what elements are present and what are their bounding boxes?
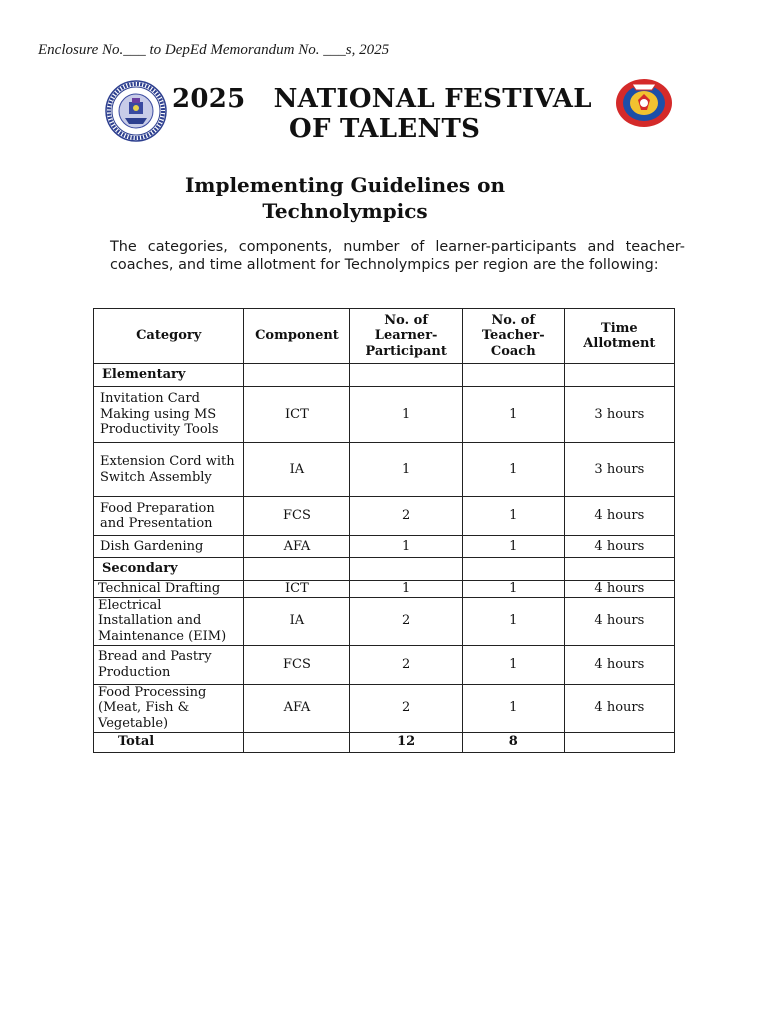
cell-time: 3 hours: [564, 443, 674, 497]
section-row-secondary: [94, 558, 675, 581]
cell-learners: 1: [350, 581, 462, 598]
total-coaches: 8: [462, 732, 564, 752]
deped-seal-icon: [105, 80, 167, 142]
title-line-1: 2025 NATIONAL FESTIVAL: [172, 84, 592, 114]
cell-time: 3 hours: [564, 387, 674, 443]
cell-component: AFA: [244, 684, 350, 732]
festival-logo-icon: [614, 76, 674, 128]
cell-coaches: 1: [462, 497, 564, 536]
cell-coaches: 1: [462, 443, 564, 497]
cell-time: 4 hours: [564, 497, 674, 536]
cell-coaches: 1: [462, 597, 564, 645]
cell-category: Extension Cord with Switch Assembly: [94, 443, 244, 497]
cell-coaches: 1: [462, 581, 564, 598]
cell-category: Dish Gardening: [94, 536, 244, 558]
section-label: Elementary: [94, 364, 244, 387]
cell-component: IA: [244, 443, 350, 497]
header-time-allotment: Time Allotment: [564, 309, 674, 364]
table-row: [94, 581, 675, 598]
cell-category: Bread and Pastry Production: [94, 645, 244, 684]
cell-learners: 2: [350, 645, 462, 684]
table-row: [94, 387, 675, 443]
cell-learners: 2: [350, 684, 462, 732]
total-learners: 12: [350, 732, 462, 752]
cell-component: FCS: [244, 645, 350, 684]
cell-learners: 2: [350, 597, 462, 645]
cell-component: ICT: [244, 581, 350, 598]
enclosure-note: Enclosure No.___ to DepEd Memorandum No. ___s, 2025: [38, 42, 390, 58]
section-row-elementary: [94, 364, 675, 387]
cell-coaches: 1: [462, 645, 564, 684]
cell-time: 4 hours: [564, 536, 674, 558]
title-line-2: OF TALENTS: [289, 114, 481, 144]
cell-learners: 1: [350, 387, 462, 443]
header-learner-participant: No. of Learner- Participant: [350, 309, 462, 364]
header-category: Category: [94, 309, 244, 364]
technolympics-table: [93, 308, 675, 753]
cell-component: AFA: [244, 536, 350, 558]
section-label: Secondary: [94, 558, 244, 581]
table-row: [94, 597, 675, 645]
cell-time: 4 hours: [564, 597, 674, 645]
table-header-row: [94, 309, 675, 364]
subtitle-line-2: Technolympics: [262, 199, 428, 223]
cell-time: 4 hours: [564, 684, 674, 732]
cell-component: IA: [244, 597, 350, 645]
cell-component: FCS: [244, 497, 350, 536]
table-row: [94, 684, 675, 732]
intro-paragraph: The categories, components, number of learner-participants and teacher-coaches, and time allotment for Technolympics per region are the following:: [110, 239, 685, 273]
cell-category: Invitation Card Making using MS Productivity Tools: [94, 387, 244, 443]
cell-category: Technical Drafting: [94, 581, 244, 598]
cell-time: 4 hours: [564, 581, 674, 598]
cell-coaches: 1: [462, 387, 564, 443]
cell-coaches: 1: [462, 684, 564, 732]
cell-category: Electrical Installation and Maintenance (EIM): [94, 597, 244, 645]
cell-time: 4 hours: [564, 645, 674, 684]
subtitle-line-1: Implementing Guidelines on: [184, 173, 506, 197]
table-row: [94, 497, 675, 536]
header-teacher-coach: No. of Teacher- Coach: [462, 309, 564, 364]
cell-learners: 2: [350, 497, 462, 536]
cell-coaches: 1: [462, 536, 564, 558]
table-row: [94, 645, 675, 684]
cell-category: Food Preparation and Presentation: [94, 497, 244, 536]
total-row: [94, 732, 675, 752]
header-component: Component: [244, 309, 350, 364]
table-row: [94, 443, 675, 497]
table-row: [94, 536, 675, 558]
cell-category: Food Processing (Meat, Fish & Vegetable): [94, 684, 244, 732]
page-title: [172, 84, 602, 144]
document-subtitle: [160, 172, 530, 224]
cell-learners: 1: [350, 536, 462, 558]
cell-component: ICT: [244, 387, 350, 443]
total-label: Total: [94, 732, 244, 752]
cell-learners: 1: [350, 443, 462, 497]
